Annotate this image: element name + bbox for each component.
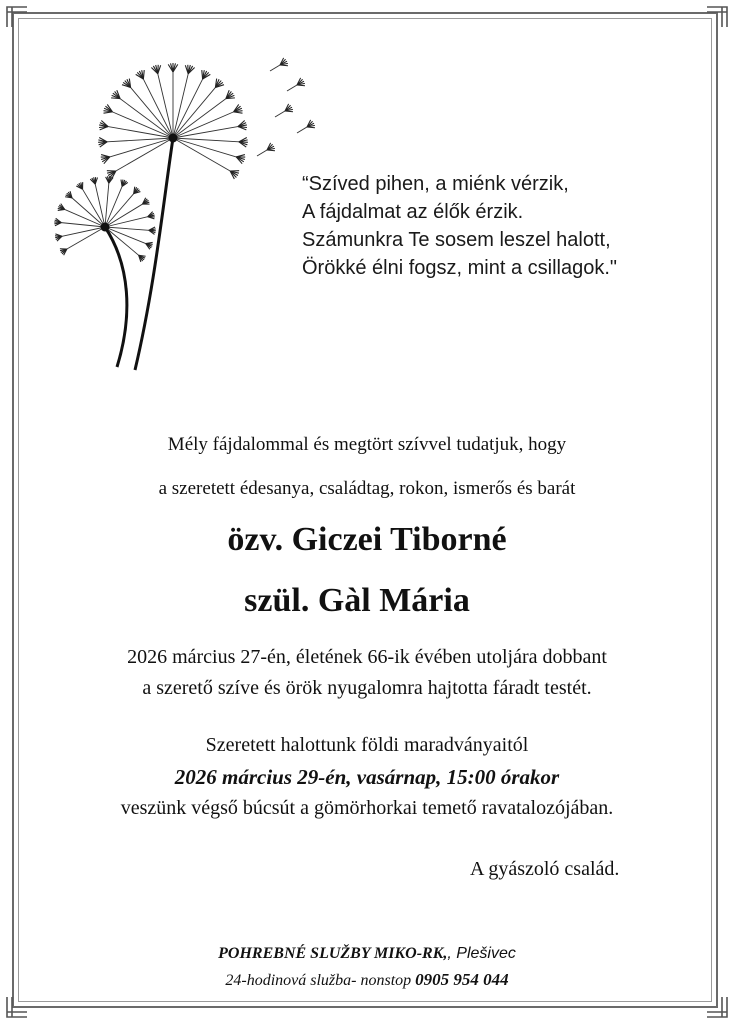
funeral-company-location: , Plešivec [447,945,516,962]
corner-ornament-icon [6,996,28,1018]
dandelion-icon [45,55,335,375]
footer-contact-line [0,970,734,990]
funeral-company-name: POHREBNÉ SLUŽBY MIKO-RK, [218,945,448,962]
corner-ornament-icon [706,6,728,28]
poem-line: Számunkra Te sosem leszel halott, [302,229,611,251]
maiden-name: szül. Gàl Mária [244,582,470,619]
corner-ornament-icon [6,6,28,28]
funeral-notice-line: Szeretett halottunk földi maradványaitól [205,734,529,756]
funeral-notice-line: veszünk végső búcsút a gömörhorkai temető ravatalozójában. [120,797,614,819]
poem-line: “Szíved pihen, a miénk vérzik, [302,173,569,195]
poem-line: Örökké élni fogsz, mint a csillagok." [302,257,617,279]
intro-line: a szeretett édesanya, családtag, rokon, ismerős és barát [158,478,576,499]
service-label: 24-hodinová služba- nonstop [225,972,412,989]
funeral-datetime: 2026 március 29-én, vasárnap, 15:00 órakor [174,765,560,789]
signoff: A gyászoló család. [470,858,620,880]
poem [302,170,702,282]
deceased-name: özv. Giczei Tiborné [227,521,507,558]
corner-ornament-icon [706,996,728,1018]
intro-line: Mély fájdalommal és megtört szívvel tudatjuk, hogy [167,434,567,455]
phone-number: 0905 954 044 [415,970,509,989]
death-notice-line: a szerető szíve és örök nyugalomra hajtotta fáradt testét. [142,677,592,699]
death-notice-line: 2026 március 27-én, életének 66-ik évében utoljára dobbant [127,646,607,668]
poem-line: A fájdalmat az élők érzik. [302,201,524,223]
footer-company-line [0,945,734,963]
